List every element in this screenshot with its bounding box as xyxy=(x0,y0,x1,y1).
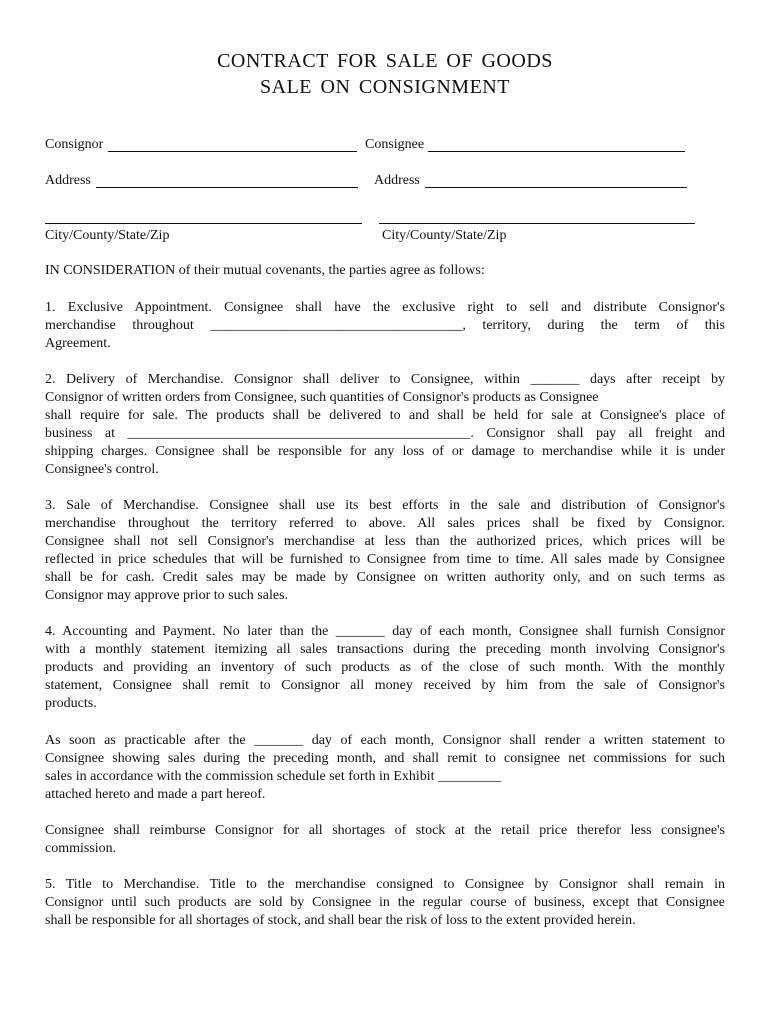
section-line: sales in accordance with the commission schedule set forth in Exhibit _________ xyxy=(45,769,502,785)
section-line: As soon as practicable after the _______ day of each month, Consignor shall render a written statement to xyxy=(45,733,725,748)
document-subtitle: SALE ON CONSIGNMENT xyxy=(260,76,510,98)
section-1-exclusive-appointment xyxy=(45,299,725,353)
section-line: Consignee shall not sell Consignor's merchandise at less than the authorized prices, which prices will be xyxy=(45,534,725,550)
section-line: 2. Delivery of Merchandise. Consignor shall deliver to Consignee, within _______ days after receipt by xyxy=(45,372,725,387)
preamble: IN CONSIDERATION of their mutual covenants, the parties agree as follows: xyxy=(45,263,485,278)
section-line: Consignor until such products are sold by Consignee in the regular course of business, except that Consignee xyxy=(45,895,725,911)
consignee-city-label: City/County/State/Zip xyxy=(382,228,507,243)
section-line: 5. Title to Merchandise. Title to the merchandise consigned to Consignee by Consignor shall remain in xyxy=(45,877,725,892)
consignor-name-line xyxy=(108,151,357,152)
consignor-address-label: Address xyxy=(45,173,91,188)
section-line: Consignor of written orders from Consignee, such quantities of Consignor's products as Consignee xyxy=(45,390,599,406)
section-line: attached hereto and made a part hereof. xyxy=(45,787,266,803)
consignee-address-line xyxy=(425,187,687,188)
consignor-city-line xyxy=(45,223,362,224)
section-line: shipping charges. Consignee shall be responsible for any loss of or damage to merchandise while it is under xyxy=(45,444,725,460)
section-line: shall be for cash. Credit sales may be made by Consignee on written authority only, and on such terms as xyxy=(45,570,725,586)
section-line: shall require for sale. The products shall be delivered to and shall be held for sale at Consignee's place of xyxy=(45,408,725,424)
section-line: Agreement. xyxy=(45,336,111,352)
document-title: CONTRACT FOR SALE OF GOODS xyxy=(217,50,553,72)
section-3-sale-of-merchandise xyxy=(45,497,725,606)
section-line: reflected in price schedules that will be furnished to Consignee from time to time. All sales made by Consignee xyxy=(45,552,725,568)
section-4-shortages-paragraph xyxy=(45,822,725,858)
section-line: merchandise throughout the territory referred to above. All sales prices shall be fixed by Consignor. xyxy=(45,516,725,532)
section-line: commission. xyxy=(45,841,117,857)
section-line: Consignee's control. xyxy=(45,462,159,478)
consignee-address-label: Address xyxy=(374,173,420,188)
section-line: 1. Exclusive Appointment. Consignee shall have the exclusive right to sell and distribute Consignor's xyxy=(45,300,725,315)
section-line: Consignor may approve prior to such sales. xyxy=(45,588,289,604)
section-line: statement, Consignee shall remit to Consignor all money received by him from the sale of Consignor's xyxy=(45,678,725,694)
consignor-address-line xyxy=(96,187,358,188)
section-line: 3. Sale of Merchandise. Consignee shall use its best efforts in the sale and distribution of Consignor's xyxy=(45,498,725,513)
consignee-name-line xyxy=(428,151,685,152)
section-line: shall be responsible for all shortages of stock, and shall bear the risk of loss to the extent provided herein. xyxy=(45,913,636,929)
section-4-statement-paragraph xyxy=(45,732,725,804)
section-line: Consignee showing sales during the preceding month, and shall remit to consignee net commissions for such xyxy=(45,751,725,767)
section-line: products and providing an inventory of such products as of the close of such month. With the monthly xyxy=(45,660,725,676)
section-line: business at _________________________________________________. Consignor shall pay all freight and xyxy=(45,426,725,442)
section-line: with a monthly statement itemizing all sales transactions during the preceding month involving Consignor's xyxy=(45,642,725,658)
consignee-label: Consignee xyxy=(365,137,425,152)
consignor-city-label: City/County/State/Zip xyxy=(45,228,170,243)
consignee-city-line xyxy=(379,223,695,224)
section-5-title-to-merchandise xyxy=(45,876,725,930)
section-line: merchandise throughout ____________________________________, territory, during the term of this xyxy=(45,318,725,334)
consignor-label: Consignor xyxy=(45,137,104,152)
section-line: 4. Accounting and Payment. No later than the _______ day of each month, Consignee shall furnish Consignor xyxy=(45,624,725,639)
section-line: products. xyxy=(45,696,97,712)
section-4-accounting-and-payment xyxy=(45,623,725,713)
section-2-delivery-of-merchandise xyxy=(45,371,725,480)
section-line: Consignee shall reimburse Consignor for all shortages of stock at the retail price therefor less consignee's xyxy=(45,823,725,838)
